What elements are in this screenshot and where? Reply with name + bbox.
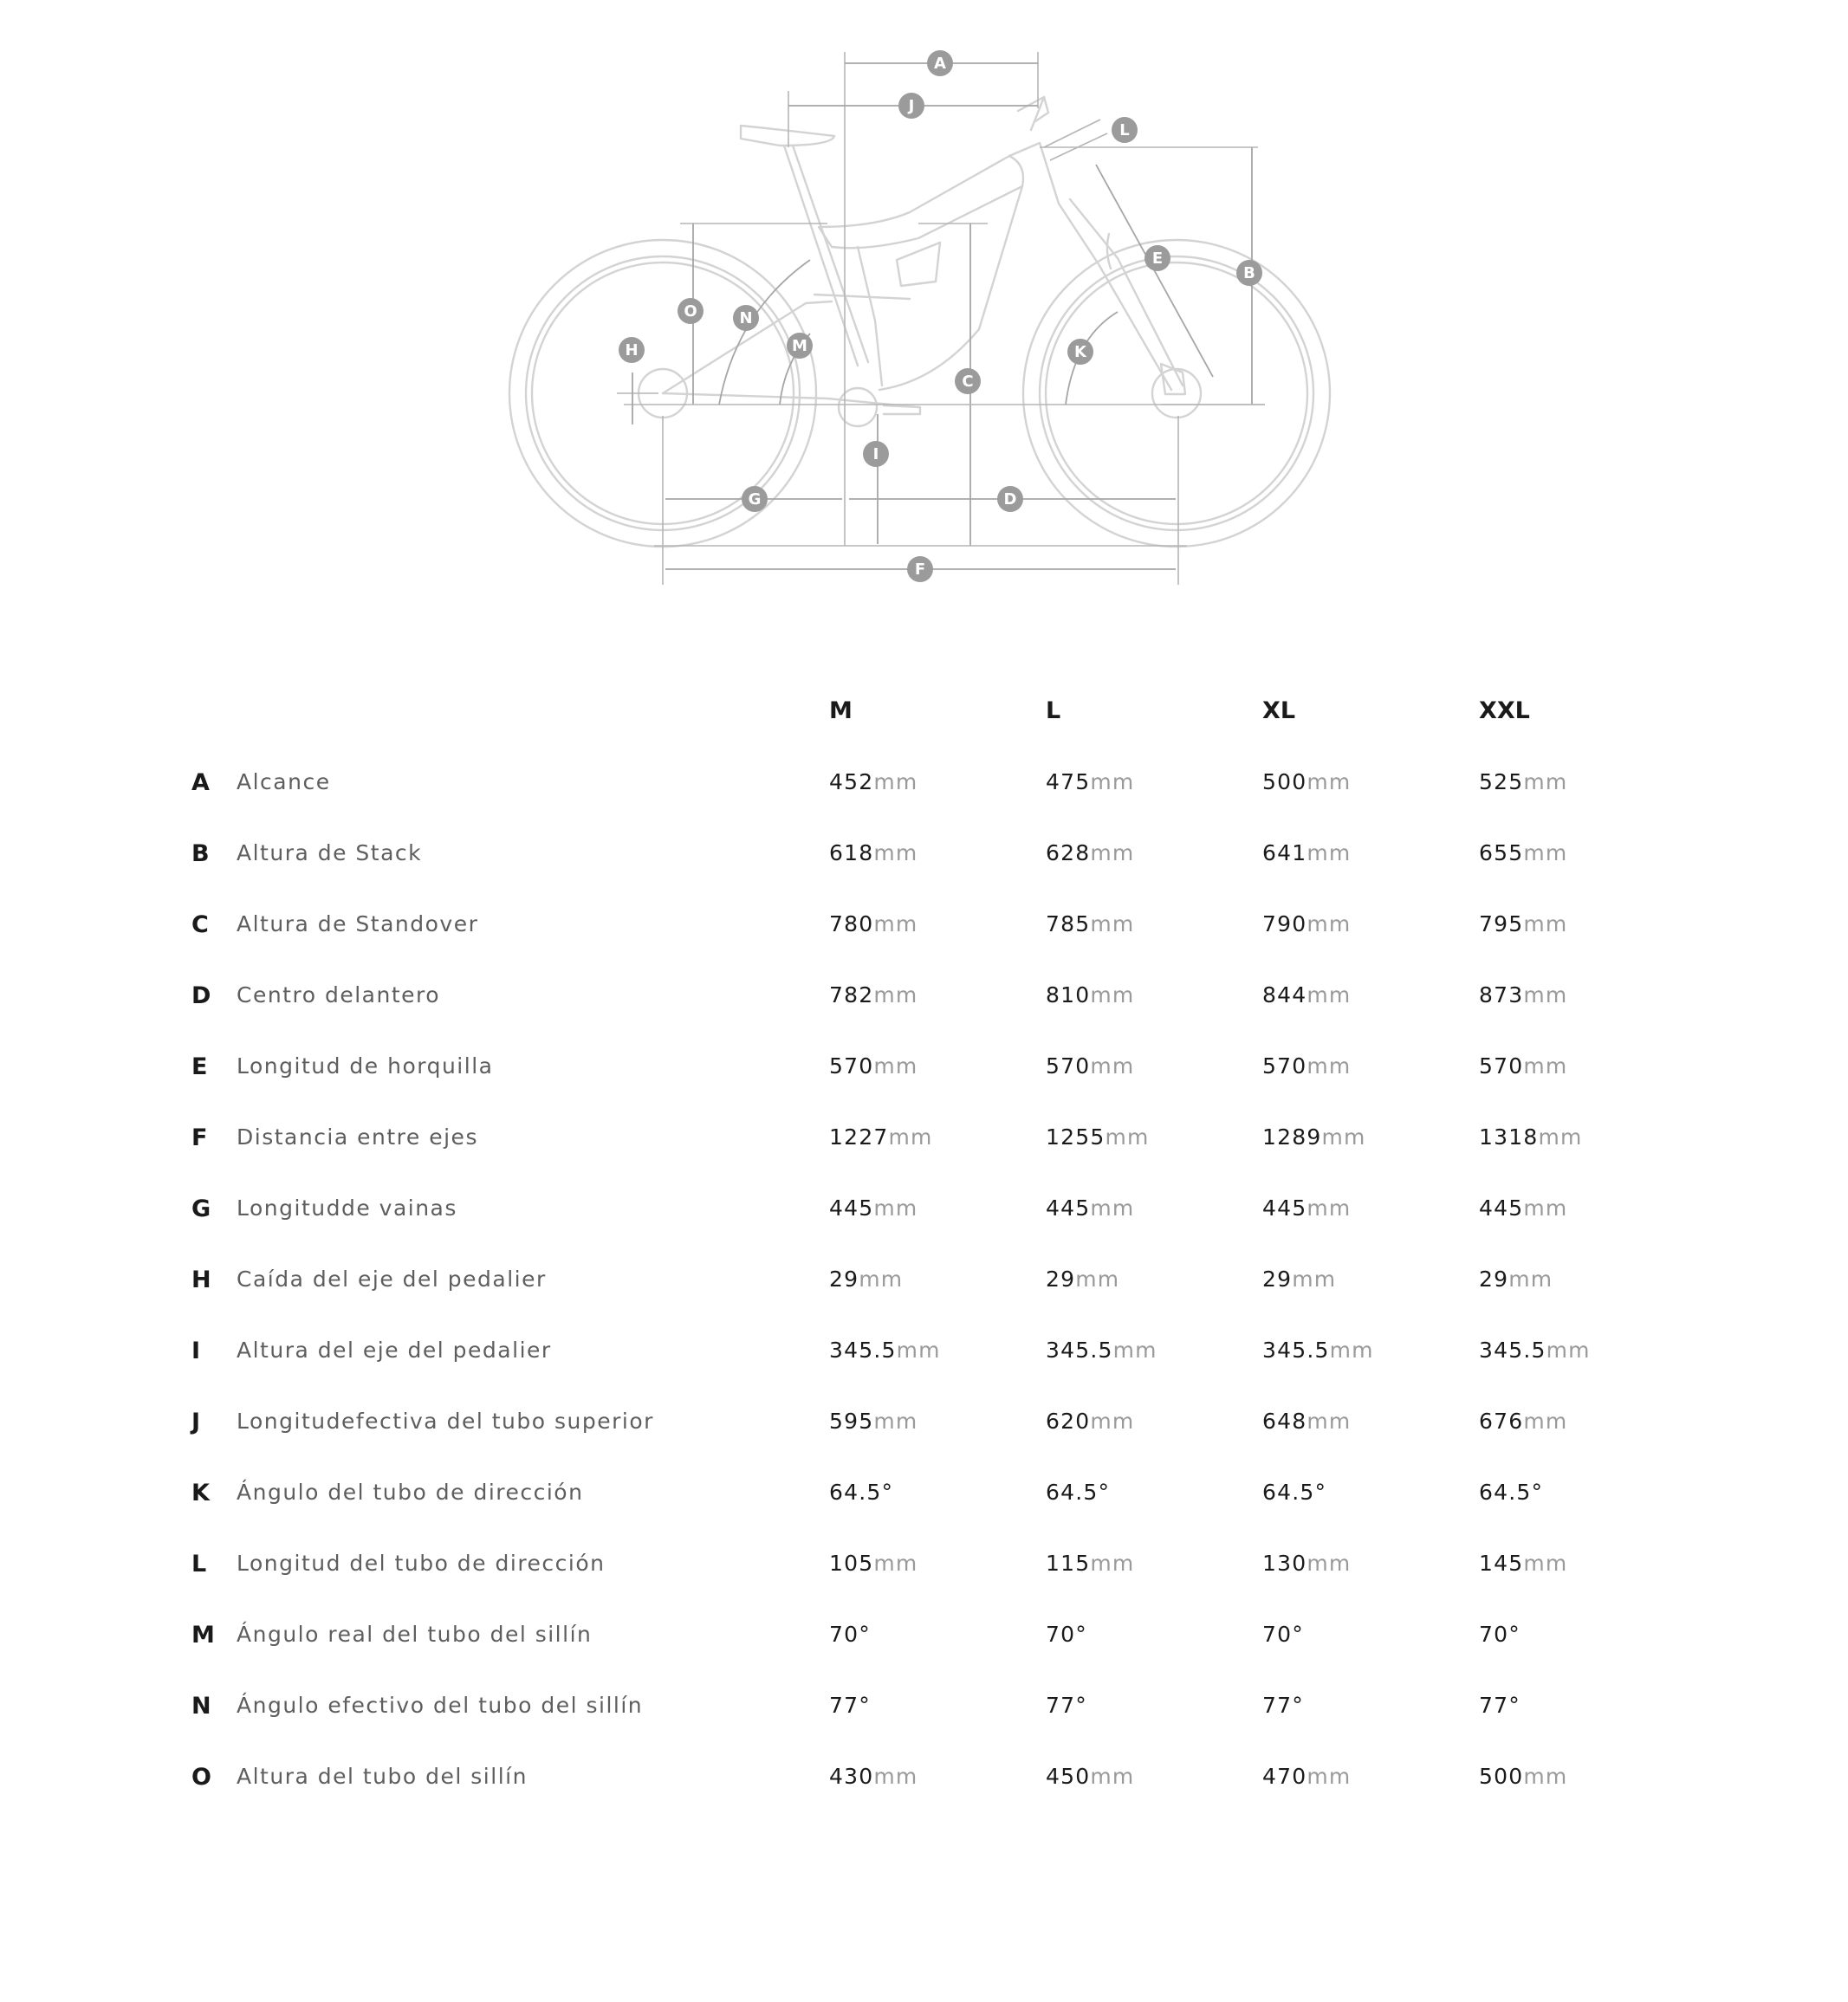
value-cell — [829, 1338, 941, 1363]
dimension-label-text: F — [914, 560, 926, 579]
table-row — [0, 1764, 1848, 1807]
value-unit: mm — [1090, 982, 1135, 1007]
value-number: 873 — [1479, 982, 1524, 1007]
value-number: 785 — [1046, 911, 1091, 936]
value-cell — [1262, 1480, 1326, 1505]
dimension-label-i — [863, 441, 889, 467]
value-unit: mm — [1523, 1551, 1568, 1576]
value-unit: mm — [1307, 1053, 1352, 1079]
value-cell — [1479, 769, 1567, 794]
dimension-label-n — [733, 305, 759, 331]
dimension-label-text: K — [1074, 343, 1086, 361]
value-cell — [1046, 1195, 1134, 1221]
row-letter: J — [191, 1409, 201, 1435]
dimension-label-h — [619, 337, 645, 363]
table-row — [0, 840, 1848, 884]
table-row — [0, 1693, 1848, 1736]
value-number: 500 — [1479, 1764, 1524, 1789]
dimension-label-text: C — [962, 373, 974, 391]
row-letter: K — [191, 1480, 210, 1506]
value-unit: mm — [1307, 1551, 1352, 1576]
value-unit: mm — [1292, 1267, 1337, 1292]
value-cell — [1262, 1409, 1351, 1434]
row-label: Longitud de horquilla — [237, 1053, 494, 1079]
value-number: 525 — [1479, 769, 1524, 794]
dimension-label-o — [678, 298, 704, 324]
row-letter: F — [191, 1124, 208, 1151]
row-letter: L — [191, 1551, 207, 1578]
value-unit: mm — [1307, 1409, 1352, 1434]
value-cell — [1046, 1551, 1134, 1576]
table-row — [0, 1195, 1848, 1239]
value-cell — [1479, 1195, 1567, 1221]
value-number: 64.5° — [1046, 1480, 1111, 1505]
row-label: Altura del tubo del sillín — [237, 1764, 528, 1789]
dimension-label-text: J — [908, 97, 915, 115]
value-unit: mm — [1090, 1195, 1135, 1221]
dimension-label-text: D — [1003, 490, 1017, 509]
value-number: 29 — [1262, 1267, 1293, 1292]
value-number: 1289 — [1262, 1124, 1322, 1150]
value-cell — [1262, 1195, 1351, 1221]
value-number: 500 — [1262, 769, 1307, 794]
row-label: Distancia entre ejes — [237, 1124, 478, 1150]
bike-geometry-svg — [0, 0, 1848, 606]
value-unit: mm — [1307, 769, 1352, 794]
value-number: 145 — [1479, 1551, 1524, 1576]
value-cell — [1262, 1053, 1351, 1079]
value-number: 641 — [1262, 840, 1307, 865]
value-unit: mm — [1523, 840, 1568, 865]
value-unit: mm — [1523, 911, 1568, 936]
dimension-label-g — [742, 486, 768, 512]
value-number: 64.5° — [1262, 1480, 1327, 1505]
value-cell — [1262, 1124, 1366, 1150]
value-number: 345.5 — [829, 1338, 897, 1363]
value-number: 620 — [1046, 1409, 1091, 1434]
dimension-label-e — [1144, 245, 1170, 271]
value-number: 345.5 — [1046, 1338, 1113, 1363]
value-cell — [1262, 1267, 1336, 1292]
dimension-label-text: N — [739, 309, 753, 327]
value-cell — [1262, 1622, 1304, 1647]
row-letter: M — [191, 1622, 215, 1649]
value-unit: mm — [1523, 982, 1568, 1007]
value-number: 70° — [829, 1622, 871, 1647]
row-letter: O — [191, 1764, 211, 1791]
value-cell — [1262, 840, 1351, 865]
value-cell — [1262, 1764, 1351, 1789]
table-row — [0, 769, 1848, 813]
value-unit: mm — [1329, 1338, 1374, 1363]
value-number: 570 — [1046, 1053, 1091, 1079]
value-cell — [1046, 1693, 1087, 1718]
value-cell — [1262, 769, 1351, 794]
value-cell — [1479, 1124, 1583, 1150]
row-label: Longitudefectiva del tubo superior — [237, 1409, 654, 1434]
value-cell — [829, 982, 918, 1007]
dimension-label-text: L — [1119, 121, 1130, 139]
dimension-label-text: M — [792, 337, 807, 355]
value-cell — [1479, 1480, 1543, 1505]
row-letter: A — [191, 769, 210, 796]
value-cell — [829, 1693, 871, 1718]
size-header-row — [0, 697, 1848, 732]
value-number: 570 — [1479, 1053, 1524, 1079]
value-cell — [1479, 1053, 1567, 1079]
value-cell — [829, 1480, 893, 1505]
value-cell — [1262, 1338, 1374, 1363]
value-number: 790 — [1262, 911, 1307, 936]
value-number: 77° — [829, 1693, 871, 1718]
value-cell — [829, 1551, 918, 1576]
value-number: 844 — [1262, 982, 1307, 1007]
value-cell — [829, 1195, 918, 1221]
value-number: 618 — [829, 840, 874, 865]
dimension-label-text: H — [625, 341, 639, 360]
value-unit: mm — [873, 1409, 918, 1434]
value-number: 570 — [829, 1053, 874, 1079]
value-cell — [1262, 1551, 1351, 1576]
value-cell — [1479, 1693, 1521, 1718]
value-number: 430 — [829, 1764, 874, 1789]
value-cell — [829, 1622, 871, 1647]
dimension-label-c — [955, 368, 981, 394]
value-unit: mm — [873, 1551, 918, 1576]
value-cell — [1479, 840, 1567, 865]
row-label: Altura de Standover — [237, 911, 479, 936]
value-unit: mm — [1307, 1195, 1352, 1221]
row-letter: G — [191, 1195, 211, 1222]
value-number: 655 — [1479, 840, 1524, 865]
value-number: 70° — [1046, 1622, 1087, 1647]
value-unit: mm — [859, 1267, 904, 1292]
dimension-label-text: G — [748, 490, 762, 509]
value-number: 70° — [1262, 1622, 1304, 1647]
value-unit: mm — [873, 769, 918, 794]
table-row — [0, 1338, 1848, 1381]
value-unit: mm — [1523, 1409, 1568, 1434]
value-unit: mm — [873, 982, 918, 1007]
value-number: 1227 — [829, 1124, 889, 1150]
value-number: 452 — [829, 769, 874, 794]
value-unit: mm — [1523, 1195, 1568, 1221]
value-cell — [1262, 982, 1351, 1007]
value-number: 29 — [829, 1267, 859, 1292]
value-number: 29 — [1479, 1267, 1509, 1292]
value-number: 77° — [1479, 1693, 1521, 1718]
value-unit: mm — [873, 911, 918, 936]
value-unit: mm — [1321, 1124, 1366, 1150]
value-cell — [1046, 1267, 1119, 1292]
row-letter: E — [191, 1053, 208, 1080]
value-cell — [1262, 1693, 1304, 1718]
row-letter: C — [191, 911, 209, 938]
row-label: Caída del eje del pedalier — [237, 1267, 547, 1292]
size-header-xxl: XXL — [1479, 697, 1530, 724]
row-letter: B — [191, 840, 210, 867]
value-number: 445 — [1262, 1195, 1307, 1221]
row-letter: N — [191, 1693, 211, 1720]
size-header-xl: XL — [1262, 697, 1296, 724]
value-unit: mm — [1090, 1764, 1135, 1789]
value-unit: mm — [1538, 1124, 1583, 1150]
dimension-label-l — [1112, 117, 1138, 143]
table-row — [0, 1409, 1848, 1452]
value-cell — [1479, 1338, 1591, 1363]
row-label: Altura del eje del pedalier — [237, 1338, 552, 1363]
row-label: Ángulo efectivo del tubo del sillín — [237, 1693, 644, 1718]
value-number: 445 — [829, 1195, 874, 1221]
dimension-lines — [617, 52, 1265, 585]
value-unit: mm — [1112, 1338, 1157, 1363]
dimension-label-b — [1236, 260, 1262, 286]
value-unit: mm — [873, 1053, 918, 1079]
value-number: 795 — [1479, 911, 1524, 936]
value-cell — [1046, 1053, 1134, 1079]
value-unit: mm — [1523, 769, 1568, 794]
dimension-label-m — [787, 333, 813, 359]
value-number: 780 — [829, 911, 874, 936]
row-label: Longitud del tubo de dirección — [237, 1551, 606, 1576]
value-cell — [1046, 1622, 1087, 1647]
value-cell — [829, 840, 918, 865]
value-cell — [829, 1053, 918, 1079]
value-unit: mm — [1523, 1053, 1568, 1079]
value-unit: mm — [1523, 1764, 1568, 1789]
value-unit: mm — [1546, 1338, 1591, 1363]
row-label: Longitudde vainas — [237, 1195, 457, 1221]
value-number: 64.5° — [829, 1480, 894, 1505]
bike-geometry-diagram — [0, 0, 1848, 606]
dimension-label-k — [1067, 339, 1093, 365]
value-unit: mm — [873, 1764, 918, 1789]
value-unit: mm — [1090, 1551, 1135, 1576]
value-cell — [829, 1409, 918, 1434]
table-row — [0, 911, 1848, 955]
value-number: 70° — [1479, 1622, 1521, 1647]
value-number: 105 — [829, 1551, 874, 1576]
table-row — [0, 1053, 1848, 1097]
value-number: 345.5 — [1262, 1338, 1330, 1363]
dimension-labels — [619, 50, 1262, 582]
value-cell — [1046, 769, 1134, 794]
value-number: 470 — [1262, 1764, 1307, 1789]
row-letter: D — [191, 982, 211, 1009]
table-row — [0, 1551, 1848, 1594]
value-cell — [1479, 1267, 1553, 1292]
table-row — [0, 1622, 1848, 1665]
value-unit: mm — [1090, 1053, 1135, 1079]
dimension-label-a — [927, 50, 953, 76]
dimension-label-text: O — [684, 302, 697, 321]
row-label: Centro delantero — [237, 982, 441, 1007]
value-cell — [1046, 982, 1134, 1007]
row-letter: H — [191, 1267, 211, 1293]
value-unit: mm — [1307, 982, 1352, 1007]
value-unit: mm — [1307, 840, 1352, 865]
value-unit: mm — [1090, 840, 1135, 865]
value-cell — [1479, 911, 1567, 936]
value-cell — [829, 1267, 903, 1292]
row-label: Ángulo real del tubo del sillín — [237, 1622, 593, 1647]
value-cell — [1046, 1480, 1110, 1505]
dimension-label-f — [907, 556, 933, 582]
value-cell — [1046, 1764, 1134, 1789]
dimension-label-text: I — [872, 445, 879, 463]
value-number: 115 — [1046, 1551, 1091, 1576]
value-number: 445 — [1046, 1195, 1091, 1221]
value-number: 345.5 — [1479, 1338, 1546, 1363]
value-unit: mm — [1105, 1124, 1150, 1150]
row-letter: I — [191, 1338, 201, 1364]
value-unit: mm — [873, 840, 918, 865]
value-unit: mm — [1075, 1267, 1120, 1292]
value-cell — [1479, 1409, 1567, 1434]
value-unit: mm — [873, 1195, 918, 1221]
row-label: Ángulo del tubo de dirección — [237, 1480, 584, 1505]
value-number: 77° — [1046, 1693, 1087, 1718]
value-cell — [1479, 1764, 1567, 1789]
value-number: 570 — [1262, 1053, 1307, 1079]
value-cell — [829, 1124, 933, 1150]
value-unit: mm — [896, 1338, 941, 1363]
value-cell — [829, 769, 918, 794]
value-unit: mm — [1090, 1409, 1135, 1434]
value-cell — [829, 911, 918, 936]
size-header-m: M — [829, 697, 853, 724]
row-label: Alcance — [237, 769, 331, 794]
row-label: Altura de Stack — [237, 840, 423, 865]
value-cell — [1479, 1622, 1521, 1647]
value-number: 1255 — [1046, 1124, 1106, 1150]
value-cell — [1479, 982, 1567, 1007]
dimension-label-j — [898, 93, 924, 119]
table-row — [0, 1267, 1848, 1310]
size-header-l: L — [1046, 697, 1061, 724]
value-cell — [829, 1764, 918, 1789]
value-cell — [1479, 1551, 1567, 1576]
value-unit: mm — [1307, 1764, 1352, 1789]
value-unit: mm — [1307, 911, 1352, 936]
dimension-label-text: B — [1243, 264, 1255, 282]
value-number: 782 — [829, 982, 874, 1007]
value-cell — [1046, 1338, 1157, 1363]
value-unit: mm — [1508, 1267, 1553, 1292]
table-row — [0, 1480, 1848, 1523]
value-number: 445 — [1479, 1195, 1524, 1221]
value-unit: mm — [1090, 911, 1135, 936]
value-unit: mm — [888, 1124, 933, 1150]
value-number: 475 — [1046, 769, 1091, 794]
value-unit: mm — [1090, 769, 1135, 794]
value-number: 648 — [1262, 1409, 1307, 1434]
dimension-label-text: E — [1151, 249, 1164, 268]
value-cell — [1046, 840, 1134, 865]
value-number: 810 — [1046, 982, 1091, 1007]
value-number: 29 — [1046, 1267, 1076, 1292]
value-cell — [1046, 1409, 1134, 1434]
value-number: 1318 — [1479, 1124, 1539, 1150]
dimension-label-text: A — [934, 55, 946, 73]
value-cell — [1262, 911, 1351, 936]
table-row — [0, 1124, 1848, 1168]
table-row — [0, 982, 1848, 1026]
value-number: 450 — [1046, 1764, 1091, 1789]
value-number: 64.5° — [1479, 1480, 1544, 1505]
value-number: 676 — [1479, 1409, 1524, 1434]
dimension-label-d — [997, 486, 1023, 512]
value-number: 628 — [1046, 840, 1091, 865]
value-cell — [1046, 1124, 1150, 1150]
value-number: 595 — [829, 1409, 874, 1434]
value-cell — [1046, 911, 1134, 936]
value-number: 130 — [1262, 1551, 1307, 1576]
value-number: 77° — [1262, 1693, 1304, 1718]
